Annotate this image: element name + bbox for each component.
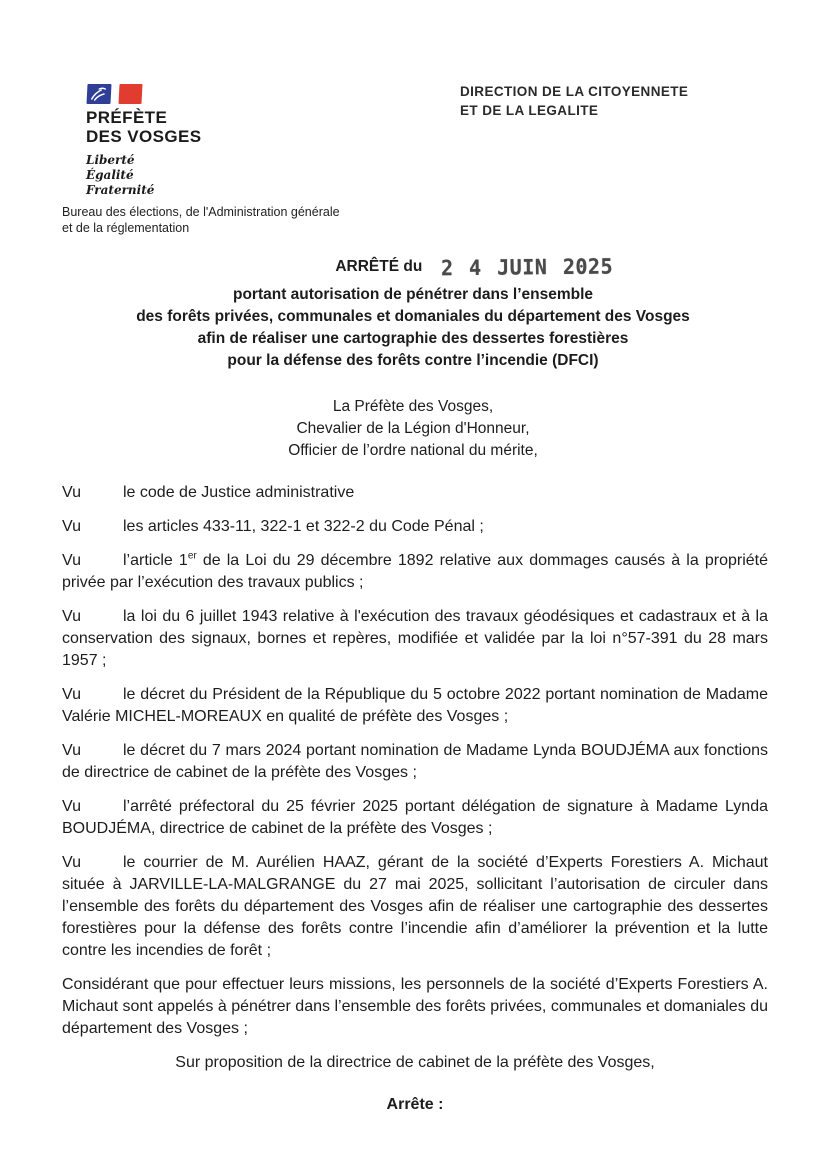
title-prefix: ARRÊTÉ du	[335, 258, 423, 275]
vu-clause-5	[62, 684, 768, 728]
motto-fraternite: Fraternité	[86, 183, 155, 197]
clause-text: le courrier de M. Aurélien HAAZ, gérant de la société d’Experts Forestiers A. Michaut située à JARVILLE-LA-MALGRANGE du 27 mai 2025, sollicitant l’autorisation de circuler dans l’ensemble des forêts du département des Vosges afin de réaliser une cartographie des dessertes forestières pour la défense des forêts contre l’incendie afin d’améliorer la prévention et la lutte contre les incendies de forêt ;	[62, 854, 768, 959]
document-title	[60, 253, 766, 372]
motto-liberte: Liberté	[86, 153, 135, 167]
title-line: afin de réaliser une cartographie des dessertes forestières	[197, 330, 629, 347]
flag-emblem	[87, 84, 201, 104]
clause-text: les articles 433-11, 322-1 et 322-2 du Code Pénal ;	[123, 518, 484, 535]
vu-clause-6	[62, 740, 768, 784]
bureau-line2: et de la réglementation	[62, 221, 190, 235]
clause-text: l’article 1	[123, 552, 188, 569]
title-line: portant autorisation de pénétrer dans l’ensemble	[232, 286, 594, 303]
marianne-icon	[89, 86, 109, 102]
date-stamp: 2 4 JUIN 2025	[440, 253, 613, 281]
flag-blue-block	[86, 84, 111, 104]
vu-label: Vu	[62, 552, 81, 569]
french-republic-logo	[86, 84, 201, 198]
bureau-name	[62, 204, 340, 236]
document-body	[62, 482, 768, 1128]
vu-clause-7	[62, 796, 768, 840]
vu-label: Vu	[62, 798, 81, 815]
vu-label: Vu	[62, 518, 81, 535]
title-line-date	[121, 253, 827, 282]
vu-clause-8	[62, 852, 768, 962]
clause-text: le code de Justice administrative	[123, 484, 355, 501]
clause-text: le décret du Président de la République du 5 octobre 2022 portant nomination de Madame Valérie MICHEL-MOREAUX en qualité de préfète des Vosges ;	[62, 686, 768, 725]
considerant-clause: Considérant que pour effectuer leurs missions, les personnels de la société d’Experts Forestiers A. Michaut sont appelés à pénétrer dans l’ensemble des forêts privées, communales et domaniales du département des Vosges ;	[62, 976, 768, 1037]
clause-text: l’arrêté préfectoral du 25 février 2025 portant délégation de signature à Madame Lynda BOUDJÉMA, directrice de cabinet de la préfète des Vosges ;	[62, 798, 768, 837]
vu-label: Vu	[62, 742, 81, 759]
vu-label: Vu	[62, 484, 81, 501]
flag-red-block	[118, 84, 142, 104]
vu-clause-3	[62, 550, 768, 594]
republic-motto	[86, 153, 201, 198]
vu-clause-2	[62, 516, 768, 538]
vu-label: Vu	[62, 686, 81, 703]
prefecture-name-line2: DES VOSGES	[86, 127, 202, 146]
direction-line2: ET DE LA LEGALITE	[460, 103, 599, 118]
salutation-line: Officier de l’ordre national du mérite,	[288, 442, 538, 459]
direction-line1: DIRECTION DE LA CITOYENNETE	[460, 84, 689, 99]
ordinal-superscript: er	[187, 550, 197, 562]
motto-egalite: Égalité	[86, 168, 134, 182]
vu-label: Vu	[62, 854, 81, 871]
clause-text: le décret du 7 mars 2024 portant nomination de Madame Lynda BOUDJÉMA aux fonctions de directrice de cabinet de la préfète des Vosges ;	[62, 742, 768, 781]
prefecture-name	[86, 108, 201, 146]
prefecture-name-line1: PRÉFÈTE	[86, 108, 168, 127]
clause-text: la loi du 6 juillet 1943 relative à l'exécution des travaux géodésiques et cadastraux et à la conservation des signaux, bornes et repères, modifiée et validée par la loi n°57-391 du 28 mars 1957 ;	[62, 608, 768, 669]
vu-clause-1	[62, 482, 768, 504]
salutation	[60, 396, 766, 462]
proposition-line: Sur proposition de la directrice de cabinet de la préfète des Vosges,	[175, 1054, 655, 1071]
vu-clause-4	[62, 606, 768, 672]
salutation-line: La Préfète des Vosges,	[332, 398, 494, 415]
salutation-line: Chevalier de la Légion d'Honneur,	[296, 420, 530, 437]
title-line: pour la défense des forêts contre l’incendie (DFCI)	[227, 352, 599, 369]
clause-text: de la Loi du 29 décembre 1892 relative aux dommages causés à la propriété privée par l’exécution des travaux publics ;	[62, 552, 769, 591]
title-line: des forêts privées, communales et domaniales du département des Vosges	[136, 308, 690, 325]
arrete-heading: Arrête :	[386, 1096, 444, 1113]
bureau-line1: Bureau des élections, de l'Administration générale	[62, 205, 340, 219]
vu-label: Vu	[62, 608, 81, 625]
direction-name	[460, 82, 688, 120]
